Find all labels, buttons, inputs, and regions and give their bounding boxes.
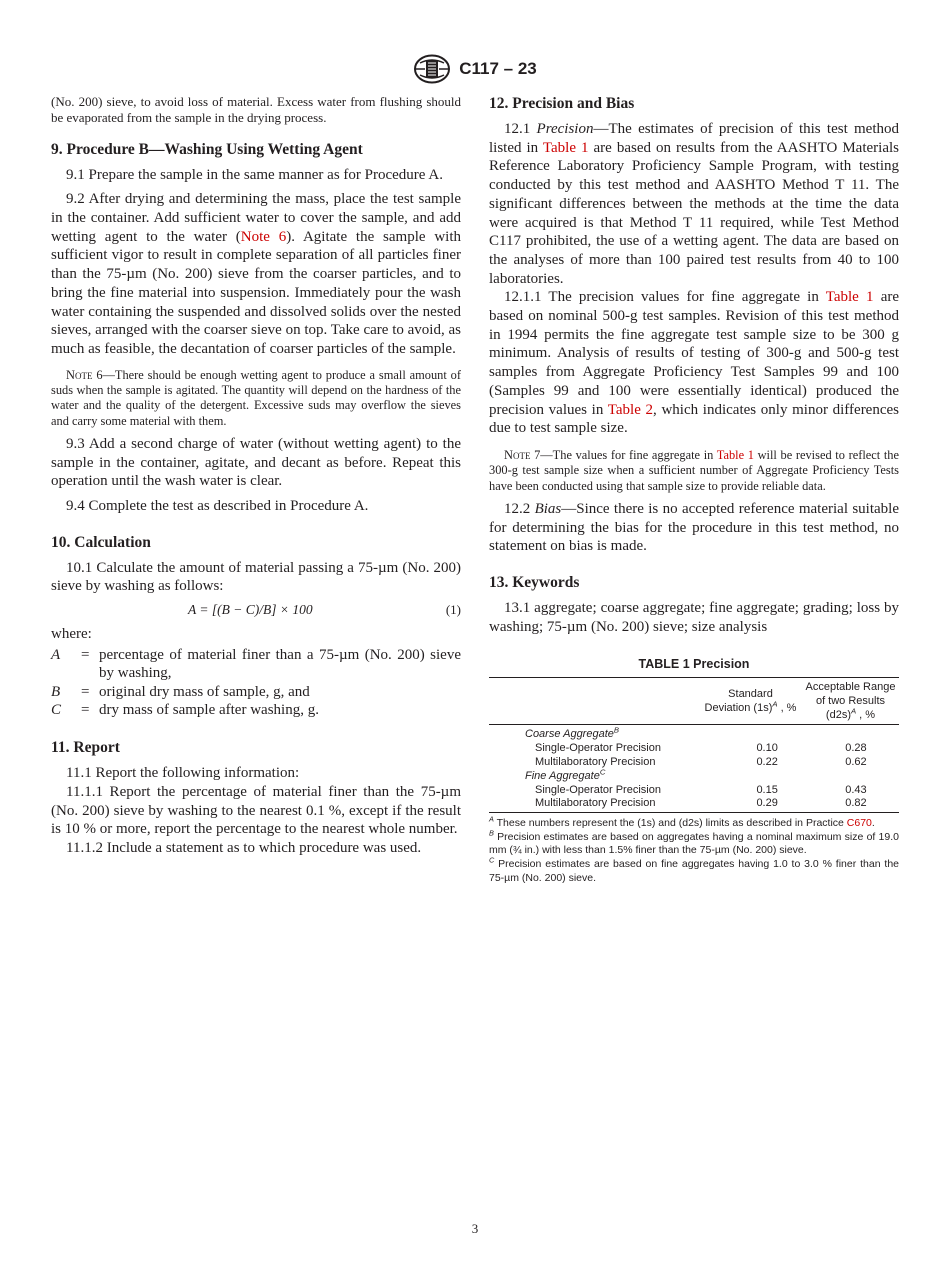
paragraph-11-1-2: 11.1.2 Include a statement as to which procedure was used. [66, 840, 422, 857]
note-7: Note 7—The values for fine aggregate in Table 1 will be revised to reflect the 300-g test sample size when a sufficient number of Aggregate Proficiency Tests have been conducted using that sample size to provide reliable data. [489, 447, 899, 493]
variable-definitions [51, 646, 461, 720]
header-std-dev: Standard Deviation $(1s)^A$ , % [704, 688, 797, 715]
astm-logo-icon [413, 54, 451, 84]
table-bottom-rule [489, 812, 899, 813]
table-title: TABLE 1 Precision [638, 657, 750, 672]
table-2-link[interactable]: Table 2 [607, 401, 654, 418]
table-row: Single-Operator Precision 0.10 0.28 [535, 742, 867, 755]
section-11-heading: 11. Report [51, 739, 120, 757]
paragraph-9-1: 9.1 Prepare the sample in the same manner as for Procedure A. [66, 166, 443, 183]
footnote-c: $^C$ Precision estimates are based on fine aggregates having 1.0 to 3.0 % finer than the 75-µm (No. 200) sieve. [489, 855, 899, 884]
paragraph-13-1: 13.1 aggregate; coarse aggregate; fine aggregate; grading; loss by washing; 75-µm (No. 200) sieve; size analysis [489, 599, 899, 635]
paragraph-11-1-1: 11.1.1 Report the percentage of material finer than the 75-µm (No. 200) sieve by washing to the nearest 0.1 %, except if the result is 10 % or more, report the percentage to the nearest whole number. [51, 784, 461, 838]
header-acceptable-range: Acceptable Range of two Results $(d2s)^A$ , % [805, 681, 896, 722]
page-header [0, 54, 950, 84]
table-1-link[interactable]: Table 1 [825, 289, 874, 306]
table-row: Multilaboratory Precision 0.29 0.82 [535, 797, 867, 810]
definition-a: A = percentage of material finer than a 75-µm (No. 200) sieve by washing, [51, 646, 461, 682]
equation-number: (1) [445, 602, 461, 618]
note-6: Note 6—There should be enough wetting agent to produce a small amount of suds when the sample is agitated. The quantity will depend on the hardness of the water and the quality of the detergent. Excessive suds may overflow the sieves and carry some material with them. [51, 367, 461, 428]
paragraph-12-2: 12.2 Bias—Since there is no accepted reference material suitable for determining the bias for the procedure in this test method, no statement on bias is made. [489, 500, 899, 555]
section-12-heading: 12. Precision and Bias [489, 95, 635, 112]
paragraph-9-2: 9.2 After drying and determining the mass, place the test sample in the container. Add sufficient water to cover the sample, and add wetting agent to the water (Note 6). Agitate the sample with sufficient vigor to result in complete separation of all particles finer than the 75-µm (No. 200) sieve from the coarser particles, and to bring the fine material into suspension. Immediately pour the wash water containing the suspended and dissolved solids over the nested sieves, arranged with the coarser sieve on top. Take care to avoid, as much as feasible, the decantation of coarser particles of the sample. [51, 191, 461, 357]
table-1 [489, 657, 899, 885]
table-1-link[interactable]: Table 1 [542, 139, 589, 156]
right-column [489, 94, 899, 885]
equation-1 [51, 600, 461, 620]
paragraph-continuation: (No. 200) sieve, to avoid loss of material. Excess water from flushing should be evaporated from the sample in the drying process. [51, 94, 461, 126]
table-group-row: Fine Aggregate$^C$ [525, 767, 606, 782]
definition-c: C = dry mass of sample after washing, g. [51, 701, 319, 718]
paragraph-10-1: 10.1 Calculate the amount of material passing a 75-µm (No. 200) sieve by washing as follows: [51, 559, 461, 595]
table-row: Multilaboratory Precision 0.22 0.62 [535, 755, 867, 768]
paragraph-12-1-1: 12.1.1 The precision values for fine aggregate in Table 1 are based on nominal 500-g test samples. Revision of this test method in 1994 permits the fine aggregate test sample size to be 300 g minimum. Analysis of results of testing of 300-g and 500-g test samples from Aggregate Proficiency Test Samples 99 and 100 (Samples 99 and 100 were essentially identical) produced the precision values in Table 2, which indicates only minor differences due to test sample size. [489, 289, 899, 437]
equation-formula: A = [(B − C)/B] × 100 [188, 602, 313, 618]
section-10-heading: 10. Calculation [51, 533, 151, 551]
paragraph-11-1: 11.1 Report the following information: [66, 765, 300, 782]
footnote-a: $^A$ These numbers represent the (1s) and (d2s) limits as described in Practice C670. [489, 814, 875, 830]
table-header-row [489, 678, 899, 724]
c670-link[interactable]: C670 [846, 817, 872, 830]
definition-b: B = original dry mass of sample, g, and [51, 683, 310, 700]
section-9-heading: 9. Procedure B—Washing Using Wetting Agent [51, 140, 363, 158]
table-group-row: Coarse Aggregate$^B$ [525, 725, 620, 741]
paragraph-9-3: 9.3 Add a second charge of water (without wetting agent) to the sample in the container, agitate, and decant as before. Repeat this operation until the wash water is clear. [51, 435, 461, 490]
table-1-link[interactable]: Table 1 [716, 447, 754, 462]
note-6-link[interactable]: Note 6 [240, 228, 287, 245]
section-13-heading: 13. Keywords [489, 573, 580, 591]
left-column [51, 94, 461, 858]
paragraph-9-4: 9.4 Complete the test as described in Procedure A. [66, 497, 369, 514]
page-number: 3 [471, 1221, 479, 1236]
document-id: C117 – 23 [459, 59, 537, 78]
table-row: Single-Operator Precision 0.15 0.43 [535, 783, 867, 796]
where-label: where: [51, 626, 92, 643]
footnote-b: $^B$ Precision estimates are based on aggregates having a nominal maximum size of 19.0 mm (¾ in.) with less than 1.5% finer than the 75-µm (No. 200) sieve. [489, 828, 899, 857]
paragraph-12-1: 12.1 Precision—The estimates of precision of this test method listed in Table 1 are based on results from the AASHTO Materials Reference Laboratory Proficiency Sample Program, with testing conducted by this test method and AASHTO Method T 11. The significant differences between the methods at the time the data were acquired is that Method T 11 required, while Test Method C117 prohibited, the use of a wetting agent. The data are based on the analyses of more than 100 paired test results from 40 to 100 laboratories. [489, 121, 900, 287]
